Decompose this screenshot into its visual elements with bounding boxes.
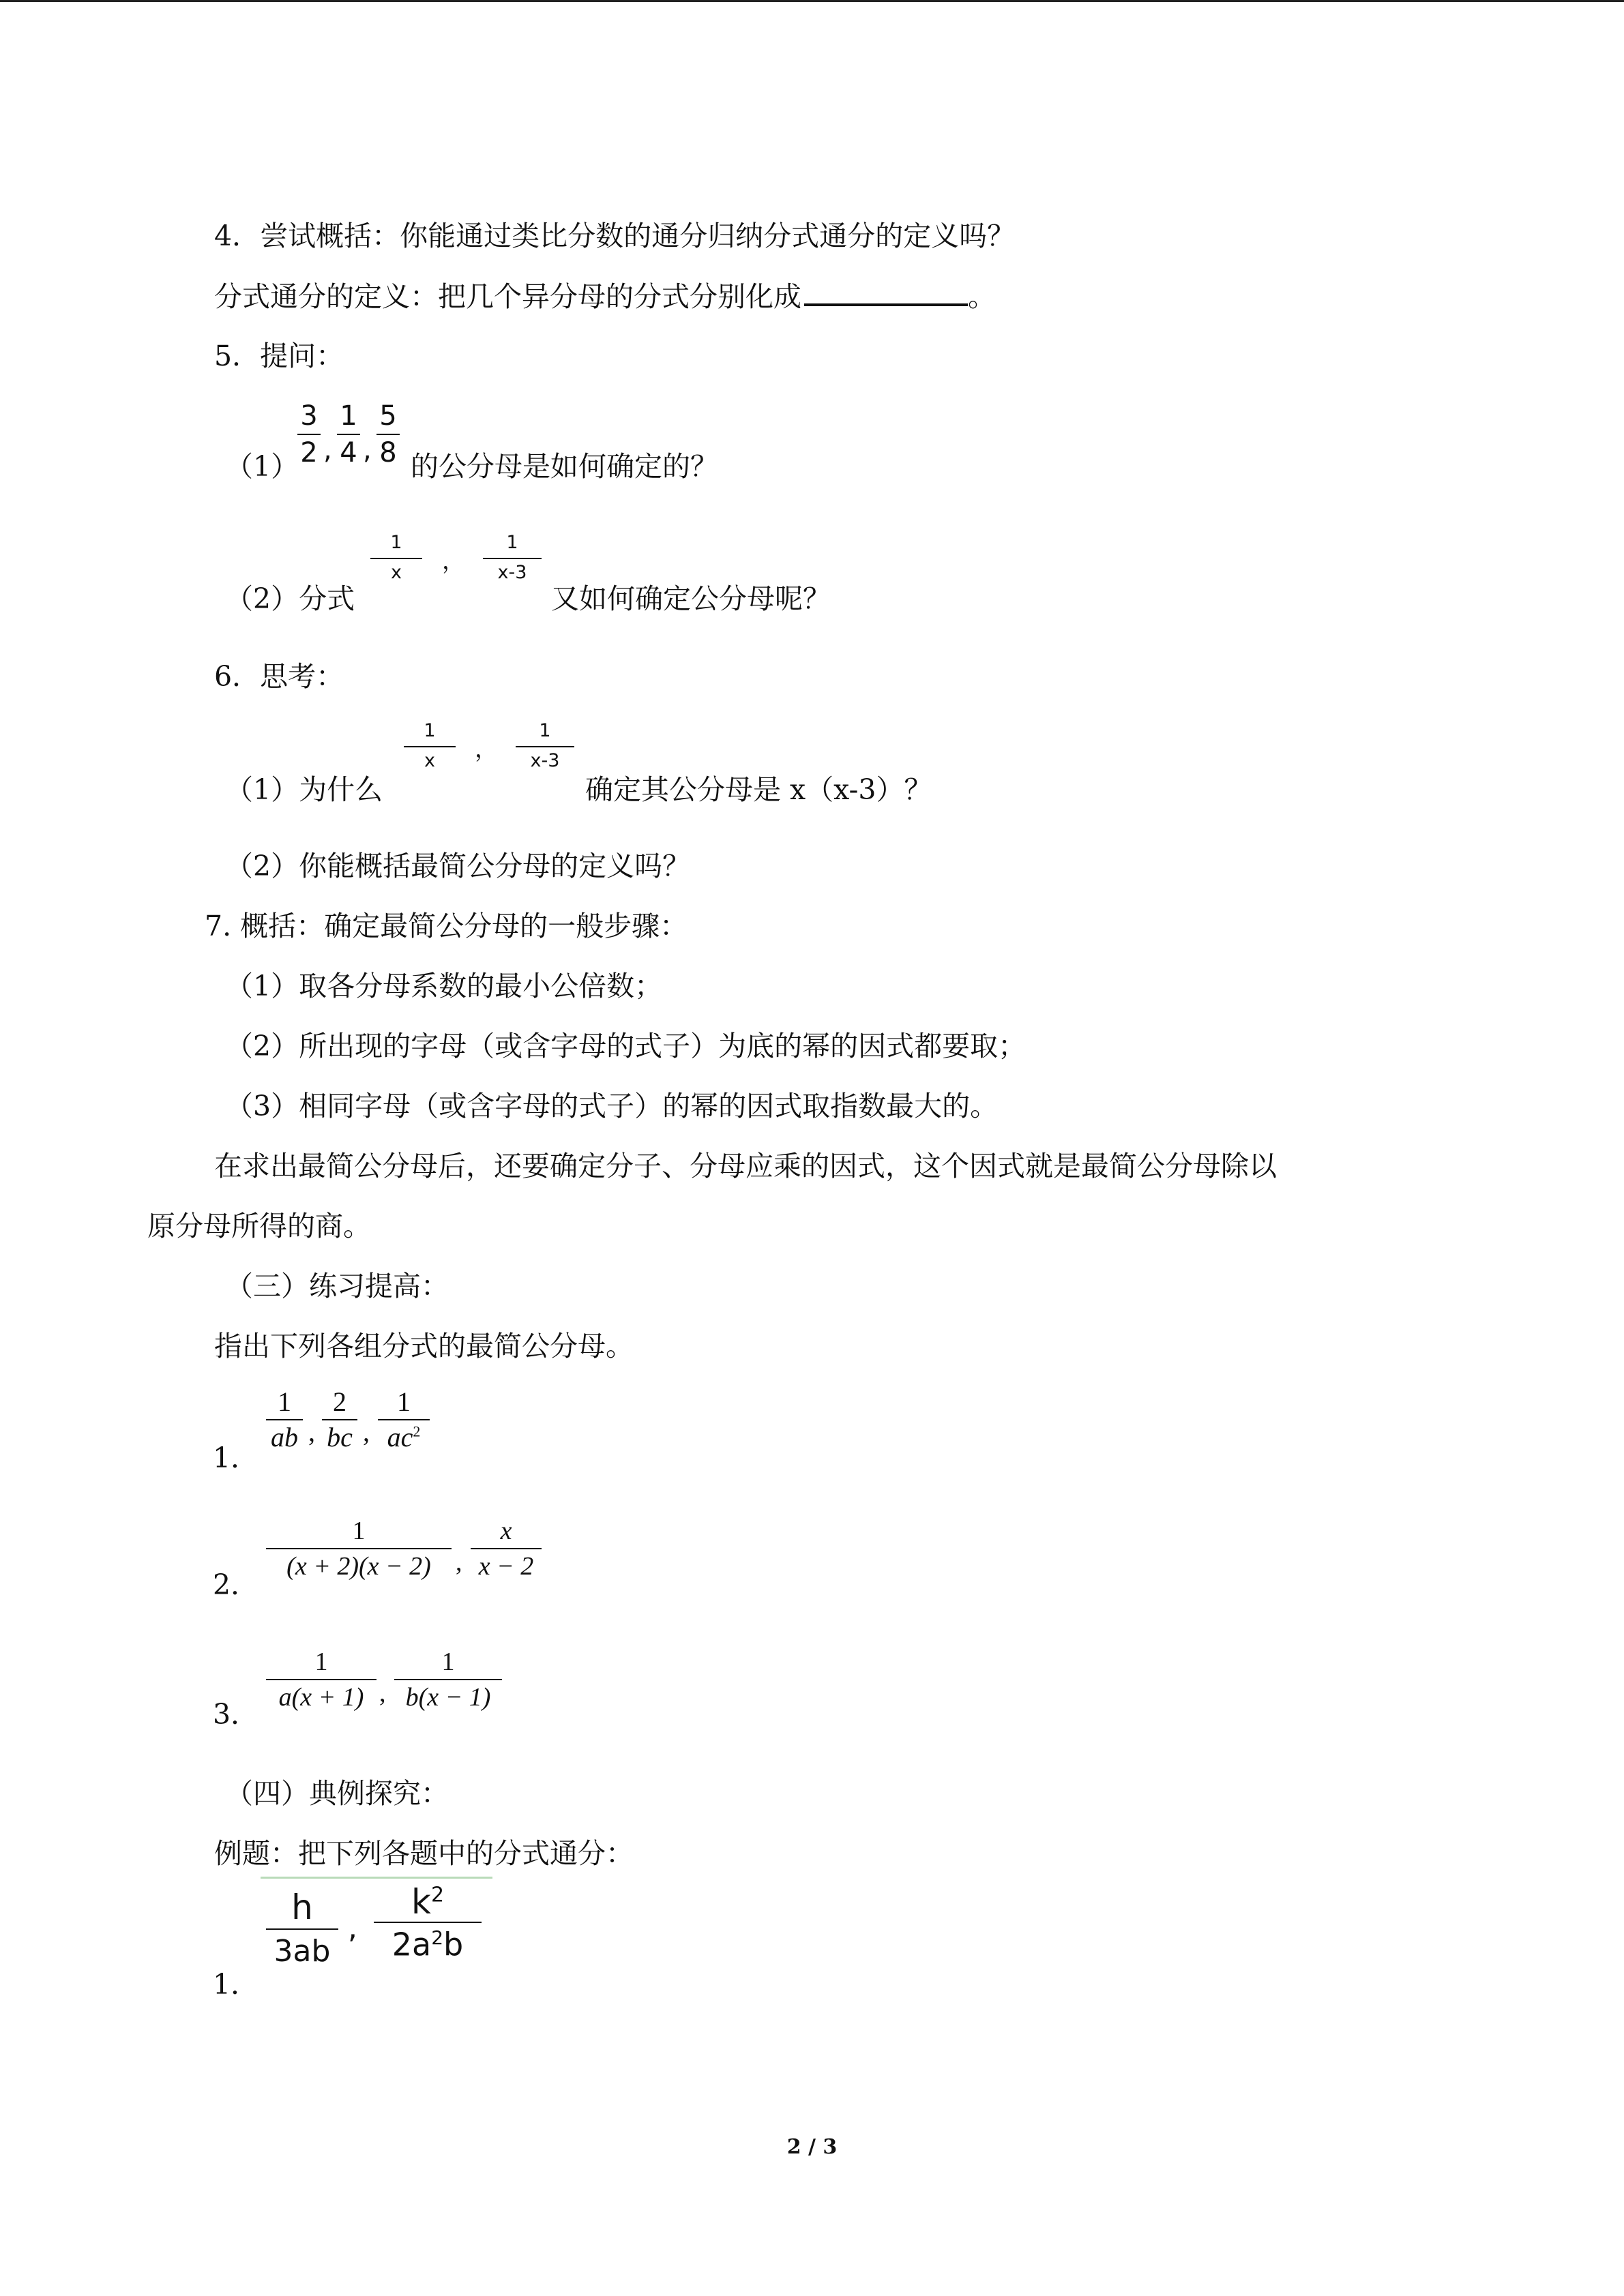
comma: , <box>323 434 332 466</box>
fraction <box>374 1882 482 1963</box>
fraction-bar <box>266 1419 303 1420</box>
section-3-heading: （三）练习提高： <box>225 1270 449 1302</box>
fraction-bar <box>404 746 456 747</box>
item-4: 4．尝试概括：你能通过类比分数的通分归纳分式通分的定义吗？ <box>214 220 1016 252</box>
exponent: 2 <box>413 1422 421 1440</box>
numerator: 2 <box>333 1386 346 1417</box>
t1-prefix: （1）为什么 <box>225 773 383 806</box>
fraction-bar <box>370 558 422 559</box>
fraction-bar <box>297 434 321 435</box>
fraction-bar <box>378 1419 430 1420</box>
denominator <box>378 1424 430 1451</box>
fraction <box>322 1388 357 1451</box>
fraction <box>394 1649 502 1710</box>
denominator: x − 2 <box>478 1552 534 1581</box>
page-number: 2 / 3 <box>786 2135 838 2159</box>
fraction-bar <box>266 1548 452 1549</box>
denominator-part: b <box>443 1926 464 1963</box>
numerator: 1 <box>397 1386 411 1417</box>
definition-end: 。 <box>968 280 996 313</box>
denominator <box>374 1926 482 1963</box>
paragraph-line-1: 在求出最简公分母后，还要确定分子、分母应乘的因式，这个因式就是最简公分母除以 <box>214 1150 1277 1182</box>
fraction <box>266 1388 303 1451</box>
fraction <box>404 721 456 770</box>
numerator: x <box>500 1517 512 1545</box>
numerator: 1 <box>424 720 436 741</box>
fraction-bar <box>266 1928 338 1930</box>
comma: , <box>363 1416 370 1447</box>
fraction <box>370 533 422 582</box>
denominator: 2 <box>300 437 318 468</box>
t1-suffix: 确定其公分母是 x（x-3）？ <box>585 773 932 806</box>
numerator: 1 <box>314 1648 328 1676</box>
denominator: 4 <box>340 437 357 468</box>
comma: , <box>348 1911 357 1945</box>
fraction <box>516 721 574 770</box>
q2-prefix: （2）分式 <box>225 582 355 615</box>
numerator: 1 <box>340 400 357 432</box>
numerator: 1 <box>506 532 518 553</box>
exponent: 2 <box>430 1883 445 1907</box>
exercise-2-label: 2． <box>213 1568 259 1601</box>
denominator: 8 <box>379 437 397 468</box>
fraction <box>337 402 360 466</box>
fraction-bar <box>337 434 360 435</box>
definition-text: 分式通分的定义：把几个异分母的分式分别化成 <box>214 280 801 313</box>
comma: , <box>456 1548 462 1577</box>
item-5: 5．提问： <box>214 340 344 372</box>
fraction <box>377 402 400 466</box>
numerator-base: k <box>411 1882 431 1922</box>
numerator: 5 <box>379 400 397 432</box>
exercise-1-label: 1． <box>213 1442 259 1474</box>
fraction-bar <box>394 1679 502 1680</box>
step-3: （3）相同字母（或含字母的式子）的幂的因式取指数最大的。 <box>225 1090 999 1122</box>
fraction-bar <box>483 558 542 559</box>
fraction <box>266 1890 338 1967</box>
denominator: b(x − 1) <box>405 1683 491 1712</box>
fraction-bar <box>322 1419 357 1420</box>
numerator: 1 <box>352 1517 366 1545</box>
fraction-bar <box>377 434 400 435</box>
example-1-label: 1． <box>213 1968 259 2001</box>
denominator: (x + 2)(x − 2) <box>286 1552 431 1581</box>
q1-suffix: 的公分母是如何确定的？ <box>411 450 718 483</box>
underline-mark <box>261 1877 492 1879</box>
numerator: 1 <box>390 532 402 553</box>
numerator: h <box>291 1888 313 1927</box>
denominator: bc <box>327 1422 353 1452</box>
fraction-bar <box>516 746 574 747</box>
denominator: ab <box>271 1422 298 1452</box>
comma: ， <box>442 548 465 575</box>
comma: , <box>363 434 372 466</box>
denominator: 3ab <box>274 1934 331 1969</box>
definition-line <box>214 280 996 313</box>
section-4-heading: （四）典例探究： <box>225 1777 449 1810</box>
numerator: 1 <box>441 1648 455 1676</box>
denominator-part: 2a <box>392 1926 432 1963</box>
comma: ， <box>475 736 498 763</box>
fraction <box>266 1518 452 1579</box>
step-2: （2）所出现的字母（或含字母的式子）为底的幂的因式都要取； <box>225 1030 1027 1062</box>
paragraph-line-2: 原分母所得的商。 <box>147 1210 371 1242</box>
exponent: 2 <box>431 1926 444 1949</box>
q2-suffix: 又如何确定公分母呢？ <box>551 582 831 615</box>
numerator: 1 <box>278 1386 291 1417</box>
section-4-intro: 例题：把下列各题中的分式通分： <box>214 1837 634 1870</box>
fill-blank <box>804 283 968 306</box>
exercise-3-label: 3． <box>213 1698 259 1731</box>
numerator: 3 <box>300 400 318 432</box>
denominator: x <box>424 750 435 771</box>
fraction-bar <box>374 1922 482 1923</box>
fraction <box>378 1388 430 1451</box>
item-7: 7. 概括：确定最简公分母的一般步骤： <box>205 910 688 942</box>
q1-prefix: （1） <box>225 450 299 483</box>
step-1: （1）取各分母系数的最小公倍数； <box>225 970 663 1002</box>
fraction <box>297 402 321 466</box>
fraction-bar <box>266 1679 377 1680</box>
denominator: x-3 <box>530 750 560 771</box>
fraction <box>483 533 542 582</box>
comma: , <box>308 1416 315 1447</box>
top-border <box>0 0 1624 2</box>
numerator <box>374 1882 482 1922</box>
item-6: 6．思考： <box>214 660 344 693</box>
denominator: x <box>391 562 402 583</box>
denominator: x-3 <box>497 562 527 583</box>
denominator-base: ac <box>387 1422 413 1452</box>
comma: , <box>379 1679 386 1708</box>
fraction-bar <box>471 1548 542 1549</box>
t2: （2）你能概括最简公分母的定义吗？ <box>225 850 691 882</box>
fraction <box>471 1518 542 1579</box>
section-3-intro: 指出下列各组分式的最简公分母。 <box>214 1330 634 1362</box>
numerator: 1 <box>539 720 551 741</box>
fraction <box>266 1649 377 1710</box>
denominator: a(x + 1) <box>278 1683 364 1712</box>
